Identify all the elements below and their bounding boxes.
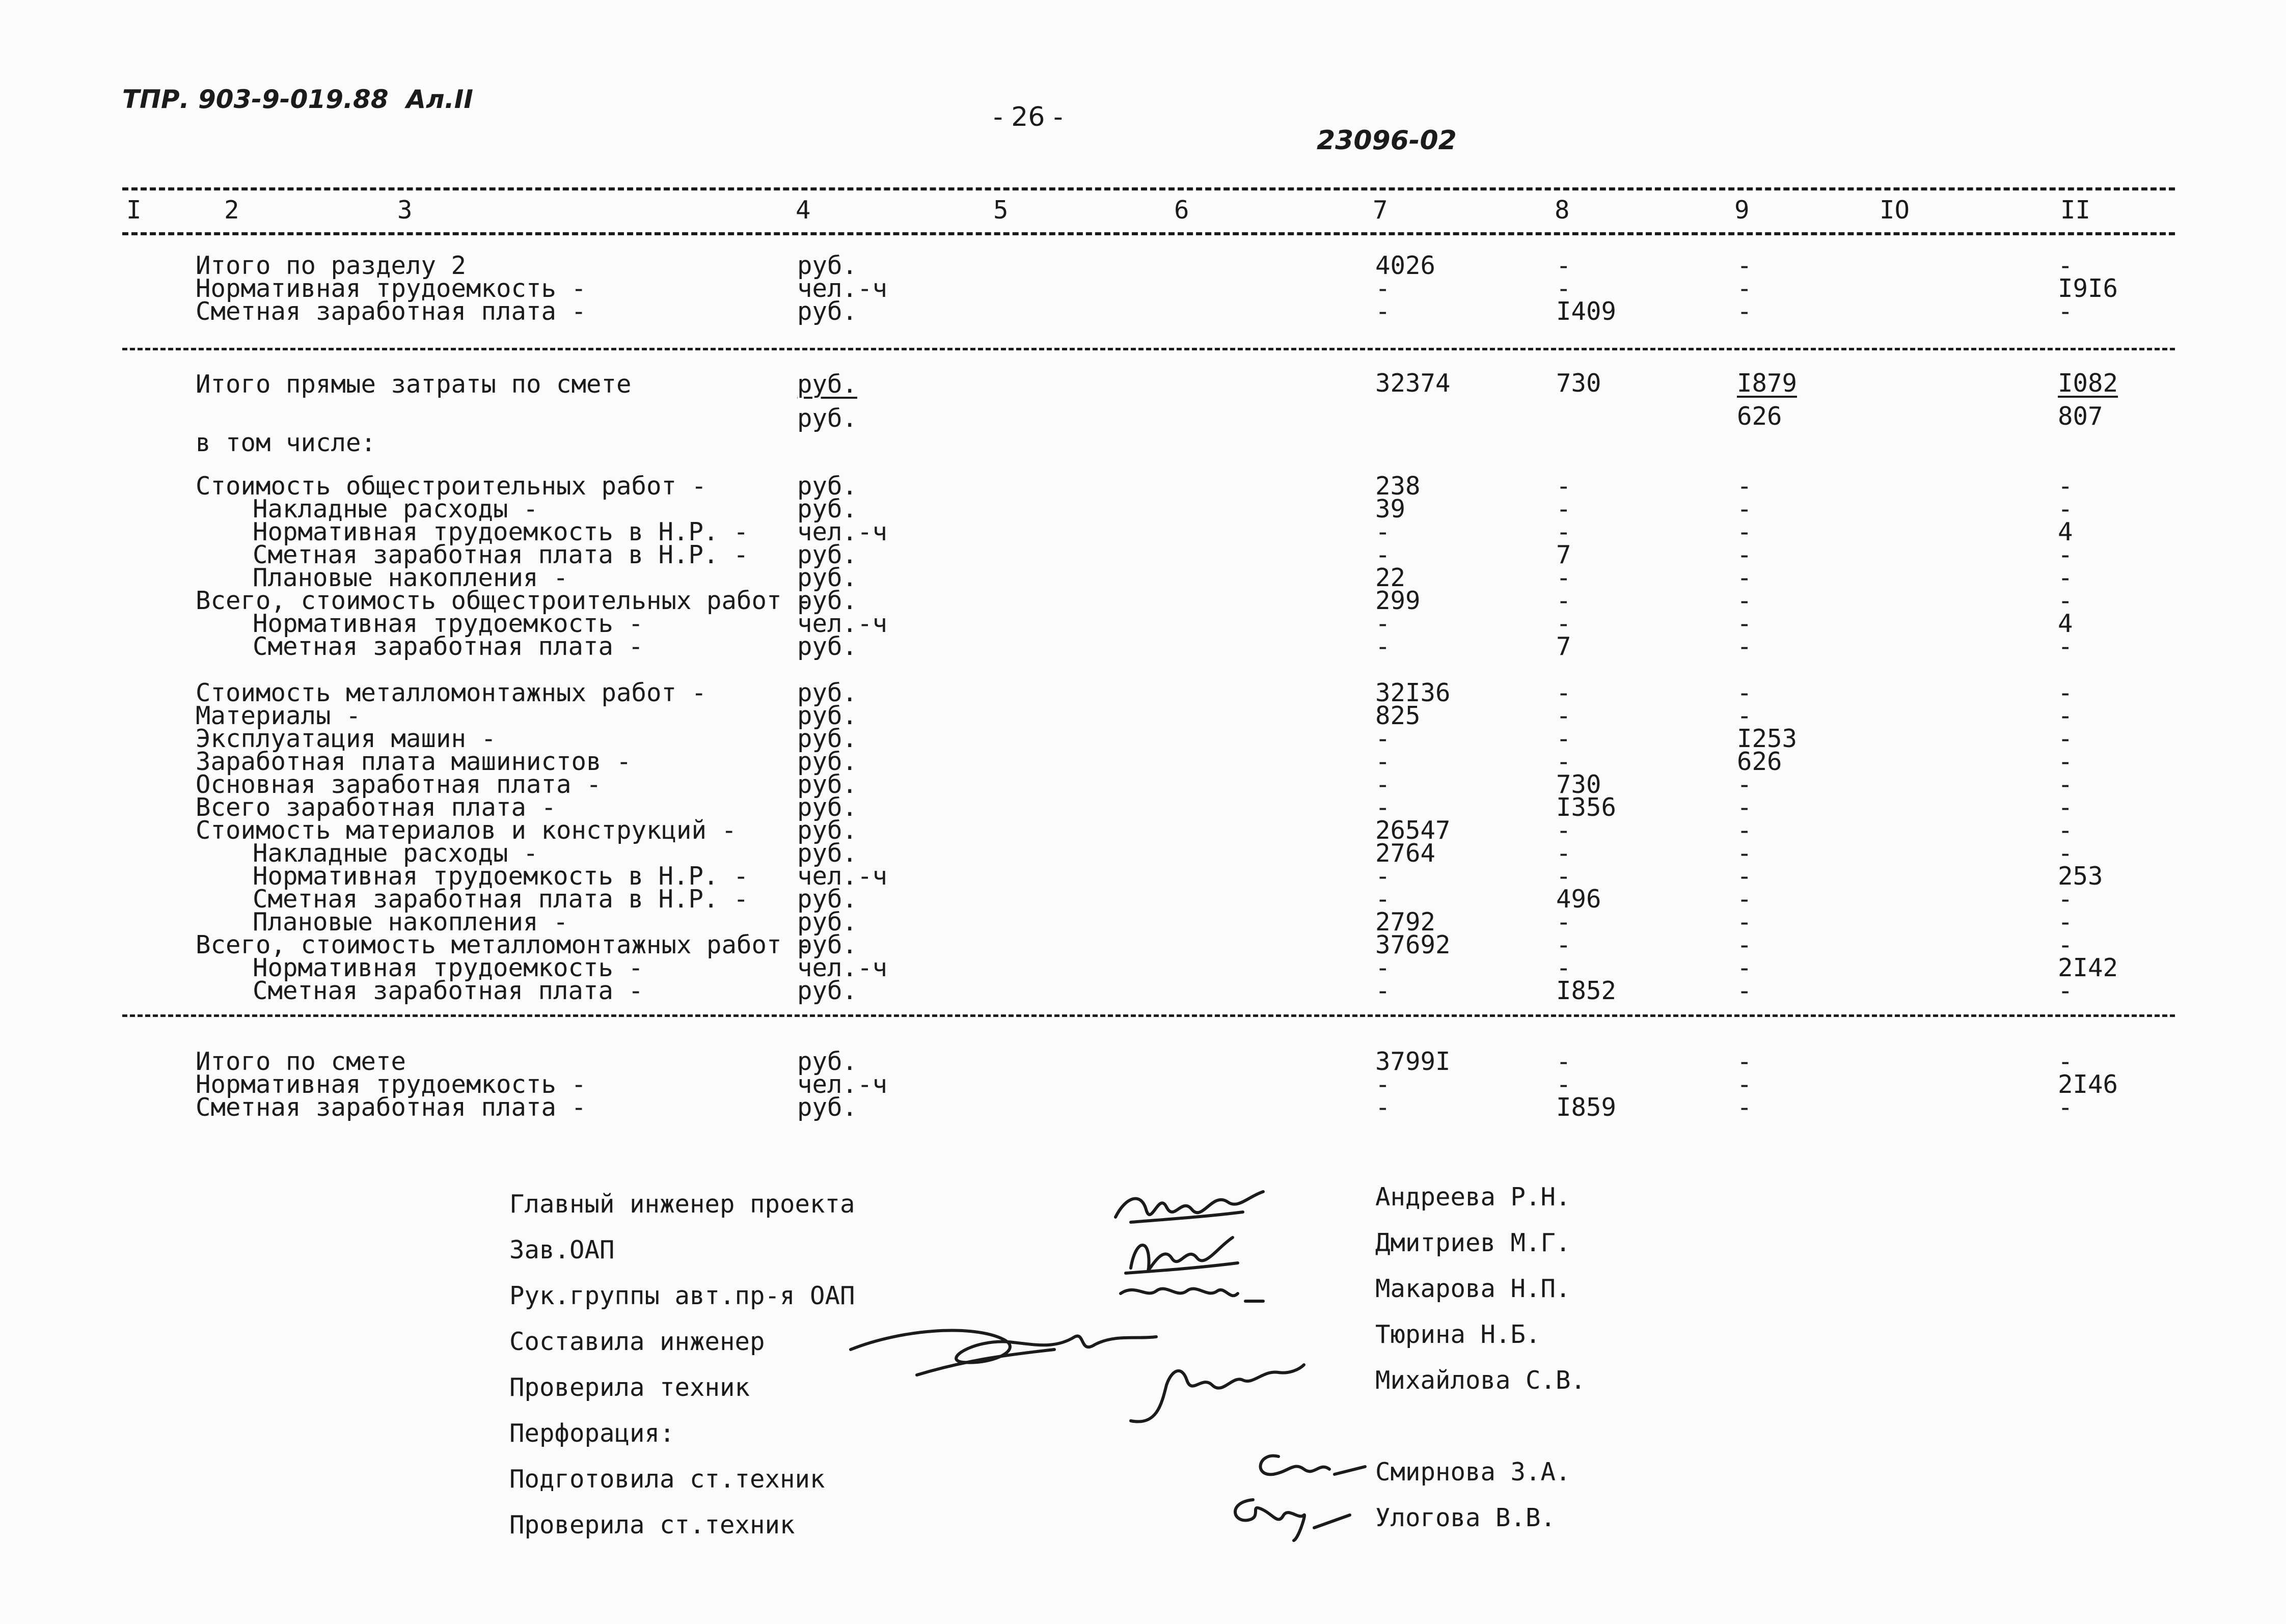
row-col8: - xyxy=(1556,494,1571,524)
row-col7: - xyxy=(1375,793,1391,822)
table-row xyxy=(0,724,2286,753)
signatory-name: Смирнова З.А. xyxy=(1375,1457,1571,1487)
table-row xyxy=(0,1093,2286,1122)
row-label: Всего, стоимость общестроительных работ - xyxy=(196,586,812,615)
direct-costs-col9-sub: 626 xyxy=(1737,402,1782,431)
row-label: Нормативная трудоемкость - xyxy=(196,1070,587,1099)
row-unit: руб. xyxy=(797,586,858,615)
signatory-name: Дмитриев М.Г. xyxy=(1375,1228,1571,1257)
row-col11: - xyxy=(2058,1047,2073,1076)
column-header: II xyxy=(2060,196,2091,225)
row-col11: 4 xyxy=(2058,517,2073,546)
row-label: Сметная заработная плата в Н.Р. - xyxy=(253,540,749,569)
row-label: Нормативная трудоемкость в Н.Р. - xyxy=(253,517,749,546)
signature-role: Зав.ОАП xyxy=(509,1235,615,1264)
direct-costs-col11: I082 xyxy=(2058,369,2118,398)
row-col7: 37692 xyxy=(1375,930,1451,959)
row-col9: - xyxy=(1737,953,1752,982)
direct-costs-col9: I879 xyxy=(1737,369,1798,398)
row-col7: - xyxy=(1375,862,1391,891)
row-label: Сметная заработная плата - xyxy=(196,1093,587,1122)
signature-smirnova xyxy=(1248,1446,1370,1487)
table-row xyxy=(0,1070,2286,1099)
row-label: Накладные расходы - xyxy=(253,494,538,524)
table-row xyxy=(0,1047,2286,1076)
row-col7: - xyxy=(1375,540,1391,569)
row-unit: руб. xyxy=(797,297,858,326)
row-col11: - xyxy=(2058,930,2073,959)
row-col9: - xyxy=(1737,563,1752,592)
row-unit: руб. xyxy=(797,678,858,707)
row-col7: - xyxy=(1375,274,1391,303)
table-row xyxy=(0,862,2286,891)
row-col11: - xyxy=(2058,540,2073,569)
signature-tyurina xyxy=(840,1319,1166,1385)
row-label: Всего заработная плата - xyxy=(196,793,557,822)
row-col9: - xyxy=(1737,1070,1752,1099)
row-col11: - xyxy=(2058,472,2073,501)
row-col7: - xyxy=(1375,953,1391,982)
row-unit: руб. xyxy=(797,816,858,845)
row-col8: - xyxy=(1556,586,1571,615)
row-unit: чел.-ч xyxy=(797,1070,888,1099)
column-header: 8 xyxy=(1555,196,1570,225)
row-unit: руб. xyxy=(797,1093,858,1122)
row-col8: - xyxy=(1556,1047,1571,1076)
signature-role: Составила инженер xyxy=(509,1327,765,1356)
row-col11: 4 xyxy=(2058,609,2073,638)
row-unit: руб. xyxy=(797,885,858,914)
row-col9: - xyxy=(1737,297,1752,326)
column-header: 3 xyxy=(397,196,413,225)
row-col9: - xyxy=(1737,885,1752,914)
row-col7: - xyxy=(1375,297,1391,326)
row-col8: - xyxy=(1556,701,1571,730)
row-unit: руб. xyxy=(797,540,858,569)
row-col7: 39 xyxy=(1375,494,1406,524)
column-header: 5 xyxy=(993,196,1009,225)
signature-role: Главный инженер проекта xyxy=(509,1190,855,1219)
row-col9: - xyxy=(1737,678,1752,707)
signatory-name: Андреева Р.Н. xyxy=(1375,1182,1571,1212)
signature-role: Подготовила ст.техник xyxy=(509,1465,825,1494)
row-col11: - xyxy=(2058,494,2073,524)
row-unit: чел.-ч xyxy=(797,953,888,982)
column-header: 2 xyxy=(224,196,239,225)
row-col8: - xyxy=(1556,839,1571,868)
row-col11: - xyxy=(2058,678,2073,707)
direct-costs-total: 32374 xyxy=(1375,369,1451,398)
row-col9: - xyxy=(1737,1047,1752,1076)
row-col8: - xyxy=(1556,517,1571,546)
table-header-rule xyxy=(122,232,2175,235)
row-unit: руб. xyxy=(797,1047,858,1076)
row-unit: руб. xyxy=(797,701,858,730)
row-label: Нормативная трудоемкость - xyxy=(196,274,587,303)
row-col11: - xyxy=(2058,839,2073,868)
row-label: Нормативная трудоемкость - xyxy=(253,609,644,638)
row-col8: - xyxy=(1556,862,1571,891)
row-label: Эксплуатация машин - xyxy=(196,724,497,753)
table-row xyxy=(0,816,2286,845)
signature-ulogova xyxy=(1217,1492,1355,1543)
table-row xyxy=(0,770,2286,799)
row-col11: - xyxy=(2058,586,2073,615)
row-col9: - xyxy=(1737,770,1752,799)
row-col8: - xyxy=(1556,274,1571,303)
row-col9: 626 xyxy=(1737,747,1782,776)
row-col11: - xyxy=(2058,747,2073,776)
row-col7: - xyxy=(1375,1070,1391,1099)
row-unit: руб. xyxy=(797,251,858,280)
row-col11: - xyxy=(2058,770,2073,799)
signature-role: Рук.группы авт.пр-я ОАП xyxy=(509,1281,855,1310)
table-row xyxy=(0,563,2286,592)
row-unit: чел.-ч xyxy=(797,517,888,546)
row-col7: 26547 xyxy=(1375,816,1451,845)
table-row xyxy=(0,297,2286,326)
direct-costs-col11-sub: 807 xyxy=(2058,402,2103,431)
row-label: Накладные расходы - xyxy=(253,839,538,868)
row-col8: I852 xyxy=(1556,976,1617,1005)
row-col8: - xyxy=(1556,816,1571,845)
row-col11: 2I46 xyxy=(2058,1070,2118,1099)
row-col8: 730 xyxy=(1556,770,1601,799)
table-row xyxy=(0,251,2286,280)
row-unit: руб. xyxy=(797,494,858,524)
row-unit: руб. xyxy=(797,632,858,661)
table-row xyxy=(0,701,2286,730)
row-col11: - xyxy=(2058,563,2073,592)
row-label: Итого по разделу 2 xyxy=(196,251,467,280)
signatory-name: Тюрина Н.Б. xyxy=(1375,1320,1541,1349)
row-label: Нормативная трудоемкость в Н.Р. - xyxy=(253,862,749,891)
row-col9: - xyxy=(1737,251,1752,280)
row-col11: I9I6 xyxy=(2058,274,2118,303)
table-row xyxy=(0,632,2286,661)
row-unit: руб. xyxy=(797,907,858,937)
row-col9: - xyxy=(1737,1093,1752,1122)
row-label: Стоимость металломонтажных работ - xyxy=(196,678,707,707)
row-col8: 7 xyxy=(1556,632,1571,661)
direct-costs-unit-2: руб. xyxy=(797,404,858,433)
row-col11: - xyxy=(2058,297,2073,326)
row-col7: - xyxy=(1375,976,1391,1005)
row-unit: руб. xyxy=(797,472,858,501)
row-col9: - xyxy=(1737,930,1752,959)
row-col9: - xyxy=(1737,839,1752,868)
row-col9: - xyxy=(1737,586,1752,615)
row-col8: 7 xyxy=(1556,540,1571,569)
table-row xyxy=(0,885,2286,914)
row-col9: - xyxy=(1737,494,1752,524)
row-col9: - xyxy=(1737,274,1752,303)
row-unit: руб. xyxy=(797,793,858,822)
row-col11: - xyxy=(2058,632,2073,661)
row-col8: - xyxy=(1556,953,1571,982)
signatory-name: Улогова В.В. xyxy=(1375,1503,1556,1532)
row-unit: руб. xyxy=(797,839,858,868)
direct-costs-label: Итого прямые затраты по смете xyxy=(196,370,632,399)
table-row xyxy=(0,586,2286,615)
row-label: Стоимость общестроительных работ - xyxy=(196,472,707,501)
row-col9: - xyxy=(1737,517,1752,546)
row-col7: 22 xyxy=(1375,563,1406,592)
table-row xyxy=(0,678,2286,707)
row-unit: руб. xyxy=(797,747,858,776)
direct-costs-col8: 730 xyxy=(1556,369,1601,398)
row-col7: 825 xyxy=(1375,701,1421,730)
signatory-name: Макарова Н.П. xyxy=(1375,1274,1571,1303)
row-unit: руб. xyxy=(797,770,858,799)
row-col8: - xyxy=(1556,747,1571,776)
table-row xyxy=(0,839,2286,868)
row-col7: - xyxy=(1375,885,1391,914)
row-col8: - xyxy=(1556,907,1571,937)
row-label: Сметная заработная плата - xyxy=(253,632,644,661)
row-col8: - xyxy=(1556,930,1571,959)
column-header: 9 xyxy=(1734,196,1750,225)
row-col8: - xyxy=(1556,563,1571,592)
row-col7: - xyxy=(1375,609,1391,638)
row-col9: - xyxy=(1737,609,1752,638)
table-row xyxy=(0,494,2286,524)
row-col11: - xyxy=(2058,701,2073,730)
row-col8: 496 xyxy=(1556,885,1601,914)
row-col11: - xyxy=(2058,724,2073,753)
row-col11: - xyxy=(2058,1093,2073,1122)
row-label: Сметная заработная плата в Н.Р. - xyxy=(253,885,749,914)
signatory-name: Михайлова С.В. xyxy=(1375,1366,1586,1395)
row-col9: - xyxy=(1737,793,1752,822)
smeta-number: 23096-02 xyxy=(1317,125,1457,156)
row-label: Сметная заработная плата - xyxy=(253,976,644,1005)
section-divider xyxy=(122,348,2175,350)
row-col8: - xyxy=(1556,1070,1571,1099)
row-col7: - xyxy=(1375,1093,1391,1122)
table-row xyxy=(0,472,2286,501)
row-col11: 2I42 xyxy=(2058,953,2118,982)
table-row xyxy=(0,747,2286,776)
row-col8: I356 xyxy=(1556,793,1617,822)
row-col7: 3799I xyxy=(1375,1047,1451,1076)
row-col11: - xyxy=(2058,907,2073,937)
table-row xyxy=(0,540,2286,569)
row-col7: 2792 xyxy=(1375,907,1436,937)
page-number: - 26 - xyxy=(993,102,1063,132)
column-header: 7 xyxy=(1373,196,1388,225)
row-unit: руб. xyxy=(797,930,858,959)
row-col7: 2764 xyxy=(1375,839,1436,868)
row-col8: I409 xyxy=(1556,297,1617,326)
row-col7: 238 xyxy=(1375,472,1421,501)
row-col7: - xyxy=(1375,632,1391,661)
row-label: Плановые накопления - xyxy=(253,907,568,937)
signature-role: Проверила техник xyxy=(509,1373,750,1402)
row-col9: - xyxy=(1737,540,1752,569)
row-label: Стоимость материалов и конструкций - xyxy=(196,816,737,845)
row-col7: 4026 xyxy=(1375,251,1436,280)
row-col8: - xyxy=(1556,724,1571,753)
row-col11: - xyxy=(2058,885,2073,914)
table-top-rule xyxy=(122,187,2175,190)
row-col9: - xyxy=(1737,907,1752,937)
row-col8: - xyxy=(1556,678,1571,707)
table-row xyxy=(0,793,2286,822)
table-row xyxy=(0,907,2286,937)
row-col8: - xyxy=(1556,251,1571,280)
row-col7: 32I36 xyxy=(1375,678,1451,707)
row-unit: руб. xyxy=(797,976,858,1005)
row-col9: - xyxy=(1737,472,1752,501)
row-col11: 253 xyxy=(2058,862,2103,891)
row-unit: чел.-ч xyxy=(797,274,888,303)
row-col9: I253 xyxy=(1737,724,1798,753)
signature-role: Перфорация: xyxy=(509,1419,675,1448)
row-col8: - xyxy=(1556,609,1571,638)
table-row xyxy=(0,517,2286,546)
including-label: в том числе: xyxy=(196,428,376,457)
row-col7: - xyxy=(1375,517,1391,546)
row-col11: - xyxy=(2058,976,2073,1005)
row-col7: 299 xyxy=(1375,586,1421,615)
row-label: Сметная заработная плата - xyxy=(196,297,587,326)
row-col8: - xyxy=(1556,472,1571,501)
row-label: Плановые накопления - xyxy=(253,563,568,592)
column-header: I xyxy=(126,196,142,225)
row-label: Материалы - xyxy=(196,701,361,730)
table-row xyxy=(0,930,2286,959)
section-divider xyxy=(122,1014,2175,1017)
table-row xyxy=(0,953,2286,982)
row-unit: чел.-ч xyxy=(797,609,888,638)
signature-role: Проверила ст.техник xyxy=(509,1510,795,1539)
row-col7: - xyxy=(1375,747,1391,776)
row-label: Заработная плата машинистов - xyxy=(196,747,632,776)
column-header: IO xyxy=(1880,196,1910,225)
row-col11: - xyxy=(2058,251,2073,280)
signature-makarova xyxy=(1115,1273,1268,1314)
column-header: 6 xyxy=(1174,196,1189,225)
column-header: 4 xyxy=(796,196,811,225)
signature-mikhailova xyxy=(1126,1350,1309,1431)
direct-costs-unit: руб. xyxy=(797,370,858,399)
row-unit: чел.-ч xyxy=(797,862,888,891)
row-label: Нормативная трудоемкость - xyxy=(253,953,644,982)
row-col9: - xyxy=(1737,862,1752,891)
row-unit: руб. xyxy=(797,724,858,753)
row-label: Основная заработная плата - xyxy=(196,770,602,799)
row-col8: I859 xyxy=(1556,1093,1617,1122)
table-row xyxy=(0,274,2286,303)
row-unit: руб. xyxy=(797,563,858,592)
row-col11: - xyxy=(2058,816,2073,845)
row-col9: - xyxy=(1737,976,1752,1005)
table-row xyxy=(0,976,2286,1005)
row-col7: - xyxy=(1375,770,1391,799)
row-col9: - xyxy=(1737,632,1752,661)
document-code: ТПР. 903-9-019.88 Ал.II xyxy=(122,85,473,114)
row-col7: - xyxy=(1375,724,1391,753)
row-label: Всего, стоимость металломонтажных работ - xyxy=(196,930,812,959)
row-col9: - xyxy=(1737,701,1752,730)
table-row xyxy=(0,609,2286,638)
row-label: Итого по смете xyxy=(196,1047,406,1076)
row-col11: - xyxy=(2058,793,2073,822)
row-col9: - xyxy=(1737,816,1752,845)
